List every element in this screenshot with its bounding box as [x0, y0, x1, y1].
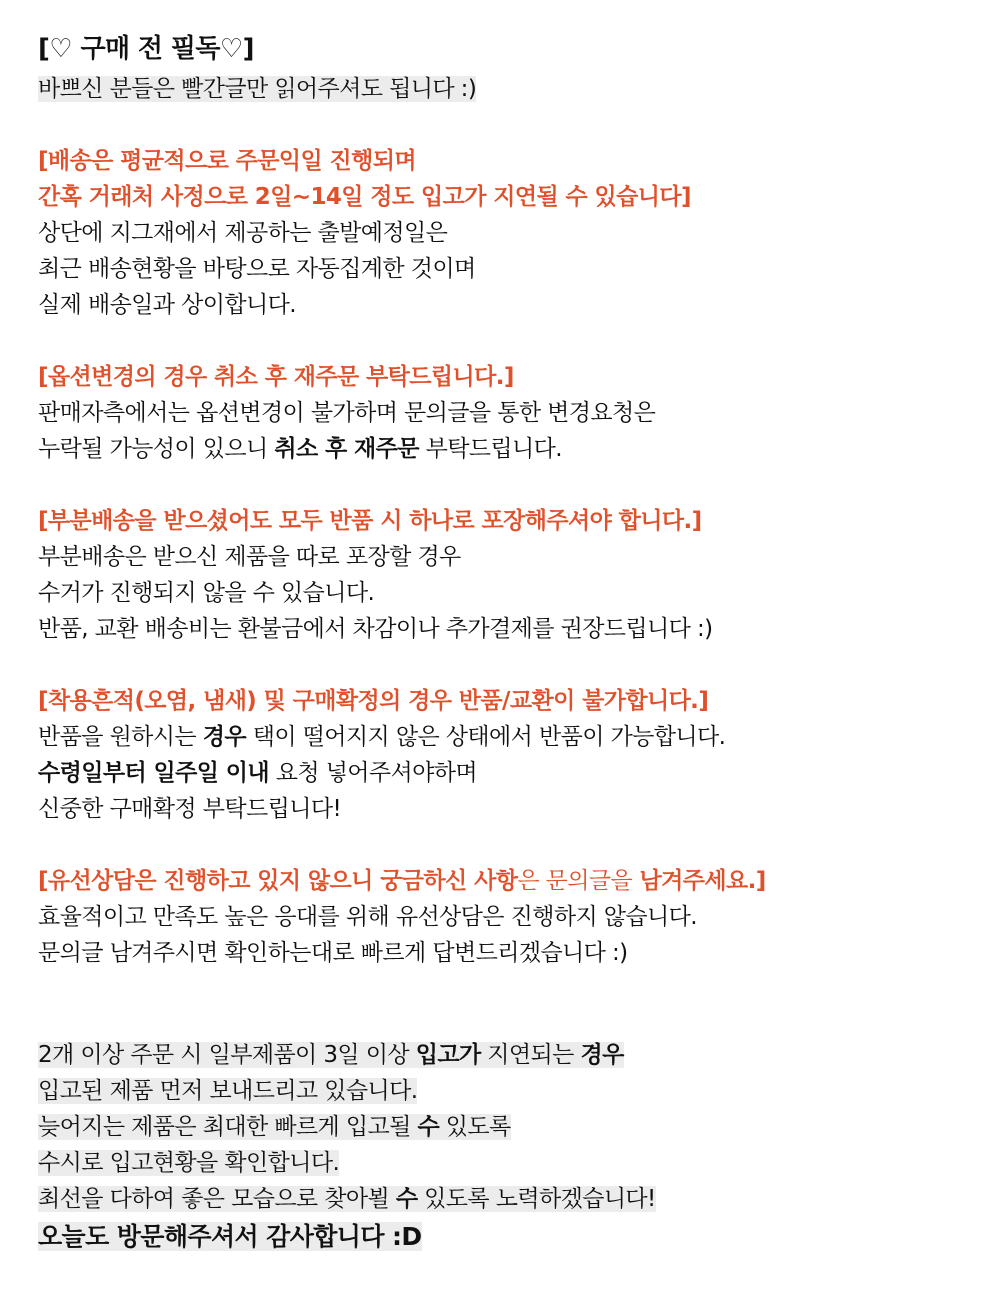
phone-heading-part3: 문의글을 — [545, 868, 633, 894]
split-bold-case: 경우 — [580, 1042, 624, 1068]
phone-heading-part1: [유선상담은 진행하고 있지 않으니 궁금하신 사항 — [38, 868, 518, 894]
return-policy-heading: [착용흔적(오염, 냄새) 및 구매확정의 경우 반품/교환이 불가합니다.] — [38, 688, 709, 714]
return-text-end: 택이 떨어지지 않은 상태에서 반품이 가능합니다. — [246, 724, 726, 750]
effort-text-part: 최선을 다하여 좋은 모습으로 찾아뵐 — [38, 1186, 396, 1212]
option-change-text-part: 누락될 가능성이 있으니 — [38, 436, 275, 462]
phone-heading-part2: 은 — [517, 868, 546, 894]
split-delivery-text-line5 — [38, 1182, 656, 1216]
phone-consult-heading — [38, 864, 766, 898]
return-policy-text-line1 — [38, 720, 725, 754]
option-change-heading: [옵션변경의 경우 취소 후 재주문 부탁드립니다.] — [38, 364, 514, 390]
split-delivery-text-line3 — [38, 1110, 511, 1144]
return-bold-period: 수령일부터 일주일 이내 — [38, 760, 269, 786]
return-policy-text-line3: 신중한 구매확정 부탁드립니다! — [38, 796, 342, 822]
phone-consult-text-line1: 효율적이고 만족도 높은 응대를 위해 유선상담은 진행하지 않습니다. — [38, 904, 697, 930]
phone-heading-part4: 남겨주세요.] — [632, 868, 766, 894]
split-text-mid: 지연되는 — [480, 1042, 581, 1068]
partial-shipping-text-line1: 부분배송은 받으신 제품을 따로 포장할 경우 — [38, 544, 461, 570]
intro-text: 바쁘신 분들은 빨간글만 읽어주셔도 됩니다 :) — [38, 76, 477, 102]
partial-shipping-text-line2: 수거가 진행되지 않을 수 있습니다. — [38, 580, 375, 606]
option-change-bold-part: 취소 후 재주문 — [274, 436, 419, 462]
split-delivery-text-line4: 수시로 입고현황을 확인합니다. — [38, 1150, 340, 1176]
return-text-part: 반품을 원하시는 — [38, 724, 203, 750]
shipping-heading-line2: 간혹 거래처 사정으로 2일~14일 정도 입고가 지연될 수 있습니다] — [38, 184, 691, 210]
shipping-text-line3: 실제 배송일과 상이합니다. — [38, 292, 296, 318]
effort-bold-can: 수 — [395, 1186, 418, 1212]
split-bold-stock: 입고가 — [415, 1042, 481, 1068]
split-text-part: 2개 이상 주문 시 일부제품이 3일 이상 — [38, 1042, 416, 1068]
phone-consult-text-line2: 문의글 남겨주시면 확인하는대로 빠르게 답변드리겠습니다 :) — [38, 940, 628, 966]
option-change-text-line2 — [38, 432, 562, 466]
delay-bold-can: 수 — [417, 1114, 440, 1140]
partial-shipping-text-line3: 반품, 교환 배송비는 환불금에서 차감이나 추가결제를 권장드립니다 :) — [38, 616, 713, 642]
return-bold-case: 경우 — [202, 724, 246, 750]
split-delivery-text-line1 — [38, 1038, 624, 1072]
effort-text-end: 있도록 노력하겠습니다! — [417, 1186, 656, 1212]
shipping-heading-line1: [배송은 평균적으로 주문익일 진행되며 — [38, 148, 417, 174]
delay-text-end: 있도록 — [439, 1114, 511, 1140]
option-change-text-end: 부탁드립니다. — [418, 436, 562, 462]
shipping-text-line1: 상단에 지그재에서 제공하는 출발예정일은 — [38, 220, 448, 246]
closing-thanks: 오늘도 방문해주셔서 감사합니다 :D — [38, 1222, 422, 1251]
option-change-text-line1: 판매자측에서는 옵션변경이 불가하며 문의글을 통한 변경요청은 — [38, 400, 656, 426]
partial-shipping-heading: [부분배송을 받으셨어도 모두 반품 시 하나로 포장해주셔야 합니다.] — [38, 508, 702, 534]
shipping-text-line2: 최근 배송현황을 바탕으로 자동집계한 것이며 — [38, 256, 476, 282]
split-delivery-text-line2: 입고된 제품 먼저 보내드리고 있습니다. — [38, 1078, 418, 1104]
notice-title: [♡ 구매 전 필독♡] — [38, 34, 254, 64]
return-text-request: 요청 넣어주셔야하며 — [269, 760, 477, 786]
delay-text-part: 늦어지는 제품은 최대한 빠르게 입고될 — [38, 1114, 418, 1140]
return-policy-text-line2 — [38, 756, 477, 790]
